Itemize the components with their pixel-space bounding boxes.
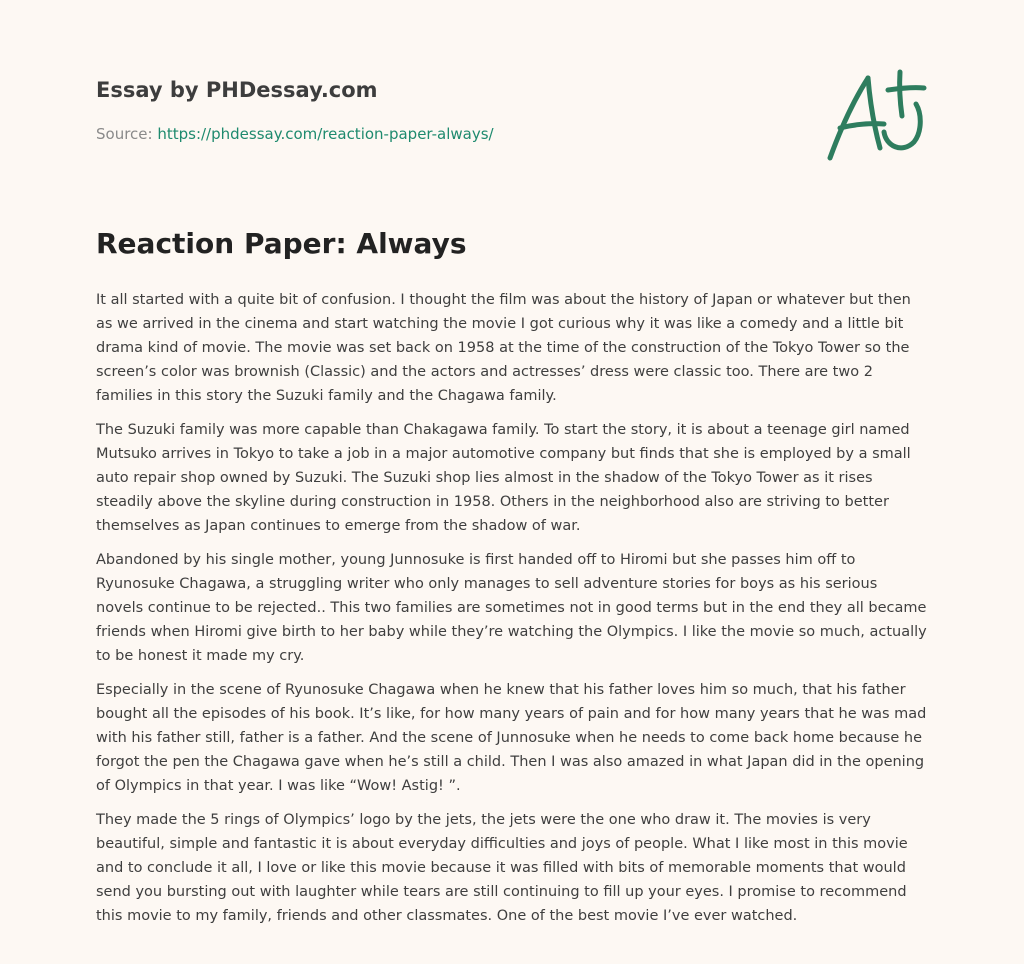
source-line xyxy=(96,124,796,144)
essay-content xyxy=(96,224,928,938)
source-link[interactable]: https://phdessay.com/reaction-paper-always/ xyxy=(157,125,494,143)
essay-paragraph: It all started with a quite bit of confusion. I thought the film was about the history of Japan or whatever but then as we arrived in the cinema and start watching the movie I got curious why it was like a comedy and a little bit drama kind of movie. The movie was set back on 1958 at the time of the construction of the Tokyo Tower so the screen’s color was brownish (Classic) and the actors and actresses’ dress were classic too. There are two 2 families in this story the Suzuki family and the Chagawa family. xyxy=(96,292,911,404)
essay-title: Reaction Paper: Always xyxy=(96,227,467,260)
source-label: Source: xyxy=(96,125,158,143)
page-header xyxy=(96,76,796,144)
essay-paragraph: The Suzuki family was more capable than Chakagawa family. To start the story, it is about a teenage girl named Mutsuko arrives in Tokyo to take a job in a major automotive company but finds that she is employed by a small auto repair shop owned by Suzuki. The Suzuki shop lies almost in the shadow of the Tokyo Tower as it rises steadily above the skyline during construction in 1958. Others in the neighborhood also are striving to better themselves as Japan continues to emerge from the shadow of war. xyxy=(96,422,911,534)
essay-paragraph: Especially in the scene of Ryunosuke Chagawa when he knew that his father loves him so much, that his father bought all the episodes of his book. It’s like, for how many years of pain and for how many years that he was mad with his father still, father is a father. And the scene of Junnosuke when he needs to come back home because he forgot the pen the Chagawa gave when he’s still a child. Then I was also amazed in what Japan did in the opening of Olympics in that year. I was like “Wow! Astig! ”. xyxy=(96,682,927,794)
a-plus-logo-icon xyxy=(822,66,932,166)
essay-paragraph: Abandoned by his single mother, young Junnosuke is first handed off to Hiromi but she passes him off to Ryunosuke Chagawa, a struggling writer who only manages to sell adventure stories for boys as his serious novels continue to be rejected.. This two families are sometimes not in good terms but in the end they all became friends when Hiromi give birth to her baby while they’re watching the Olympics. I like the movie so much, actually to be honest it made my cry. xyxy=(96,552,927,664)
essay-paragraph: They made the 5 rings of Olympics’ logo by the jets, the jets were the one who draw it. The movies is very beautiful, simple and fantastic it is about everyday difficulties and joys of people. What I like most in this movie and to conclude it all, I love or like this movie because it was filled with bits of memorable moments that would send you bursting out with laughter while tears are still continuing to fill up your eyes. I promise to recommend this movie to my family, friends and other classmates. One of the best movie I’ve ever watched. xyxy=(96,812,908,924)
site-title: Essay by PHDessay.com xyxy=(96,78,378,102)
